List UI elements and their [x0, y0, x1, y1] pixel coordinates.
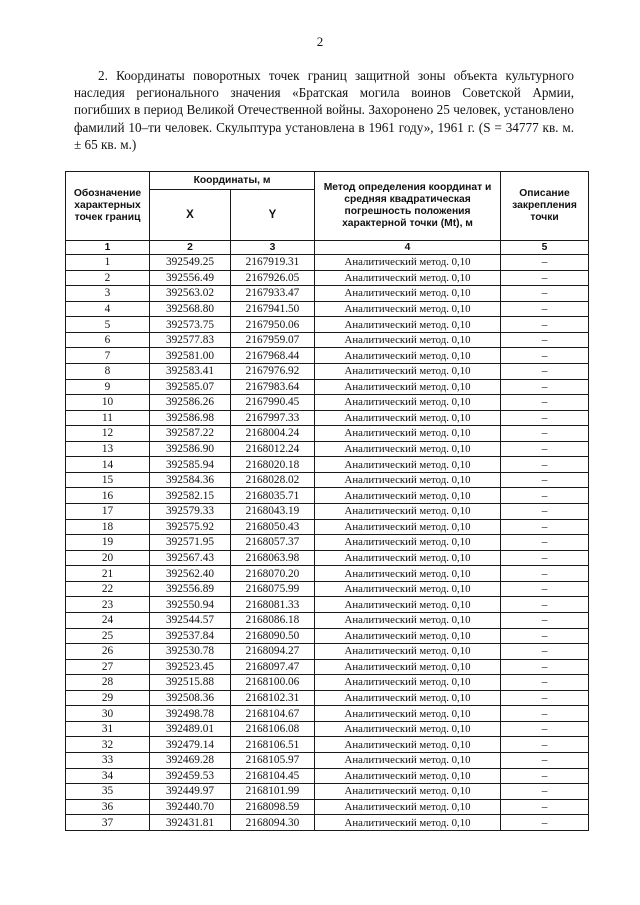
method-cell: Аналитический метод. 0,10	[315, 457, 501, 473]
header-x: X	[150, 190, 231, 241]
header-coordinates: Координаты, м	[150, 172, 315, 190]
method-cell: Аналитический метод. 0,10	[315, 332, 501, 348]
point-number-cell: 18	[66, 519, 150, 535]
column-number: 1	[66, 241, 150, 255]
y-coordinate-cell: 2167941.50	[231, 301, 315, 317]
y-coordinate-cell: 2168028.02	[231, 472, 315, 488]
point-number-cell: 12	[66, 426, 150, 442]
table-row	[66, 768, 589, 784]
description-cell: –	[501, 675, 589, 691]
y-coordinate-cell: 2168050.43	[231, 519, 315, 535]
method-cell: Аналитический метод. 0,10	[315, 348, 501, 364]
y-coordinate-cell: 2167983.64	[231, 379, 315, 395]
column-number: 2	[150, 241, 231, 255]
point-number-cell: 9	[66, 379, 150, 395]
point-number-cell: 28	[66, 675, 150, 691]
description-cell: –	[501, 535, 589, 551]
x-coordinate-cell: 392550.94	[150, 597, 231, 613]
x-coordinate-cell: 392523.45	[150, 659, 231, 675]
point-number-cell: 13	[66, 441, 150, 457]
table-row	[66, 504, 589, 520]
table-row	[66, 784, 589, 800]
method-cell: Аналитический метод. 0,10	[315, 519, 501, 535]
table-row	[66, 488, 589, 504]
point-number-cell: 15	[66, 472, 150, 488]
description-cell: –	[501, 410, 589, 426]
y-coordinate-cell: 2167919.31	[231, 255, 315, 271]
table-row	[66, 472, 589, 488]
x-coordinate-cell: 392440.70	[150, 799, 231, 815]
point-number-cell: 24	[66, 612, 150, 628]
description-cell: –	[501, 301, 589, 317]
method-cell: Аналитический метод. 0,10	[315, 472, 501, 488]
header-method: Метод определения координат и средняя квадратическая погрешность положения характерной точки (Mt), м	[315, 172, 501, 241]
table-row	[66, 317, 589, 333]
table-row	[66, 566, 589, 582]
x-coordinate-cell: 392586.26	[150, 395, 231, 411]
y-coordinate-cell: 2167990.45	[231, 395, 315, 411]
method-cell: Аналитический метод. 0,10	[315, 286, 501, 302]
x-coordinate-cell: 392556.89	[150, 581, 231, 597]
description-cell: –	[501, 659, 589, 675]
x-coordinate-cell: 392489.01	[150, 721, 231, 737]
y-coordinate-cell: 2168063.98	[231, 550, 315, 566]
method-cell: Аналитический метод. 0,10	[315, 784, 501, 800]
description-cell: –	[501, 581, 589, 597]
y-coordinate-cell: 2168081.33	[231, 597, 315, 613]
method-cell: Аналитический метод. 0,10	[315, 566, 501, 582]
description-cell: –	[501, 441, 589, 457]
table-row	[66, 737, 589, 753]
point-number-cell: 2	[66, 270, 150, 286]
method-cell: Аналитический метод. 0,10	[315, 799, 501, 815]
method-cell: Аналитический метод. 0,10	[315, 410, 501, 426]
description-cell: –	[501, 317, 589, 333]
x-coordinate-cell: 392449.97	[150, 784, 231, 800]
method-cell: Аналитический метод. 0,10	[315, 675, 501, 691]
method-cell: Аналитический метод. 0,10	[315, 721, 501, 737]
description-cell: –	[501, 706, 589, 722]
point-number-cell: 37	[66, 815, 150, 831]
y-coordinate-cell: 2168012.24	[231, 441, 315, 457]
point-number-cell: 7	[66, 348, 150, 364]
y-coordinate-cell: 2168104.67	[231, 706, 315, 722]
table-row	[66, 441, 589, 457]
y-coordinate-cell: 2168057.37	[231, 535, 315, 551]
x-coordinate-cell: 392584.36	[150, 472, 231, 488]
point-number-cell: 33	[66, 753, 150, 769]
x-coordinate-cell: 392568.80	[150, 301, 231, 317]
description-cell: –	[501, 395, 589, 411]
method-cell: Аналитический метод. 0,10	[315, 737, 501, 753]
description-cell: –	[501, 721, 589, 737]
y-coordinate-cell: 2168106.08	[231, 721, 315, 737]
description-cell: –	[501, 270, 589, 286]
description-cell: –	[501, 784, 589, 800]
point-number-cell: 30	[66, 706, 150, 722]
method-cell: Аналитический метод. 0,10	[315, 317, 501, 333]
point-number-cell: 26	[66, 644, 150, 660]
x-coordinate-cell: 392586.90	[150, 441, 231, 457]
x-coordinate-cell: 392459.53	[150, 768, 231, 784]
method-cell: Аналитический метод. 0,10	[315, 363, 501, 379]
description-cell: –	[501, 488, 589, 504]
table-row	[66, 659, 589, 675]
point-number-cell: 29	[66, 690, 150, 706]
point-number-cell: 36	[66, 799, 150, 815]
method-cell: Аналитический метод. 0,10	[315, 753, 501, 769]
x-coordinate-cell: 392431.81	[150, 815, 231, 831]
y-coordinate-cell: 2168106.51	[231, 737, 315, 753]
y-coordinate-cell: 2168097.47	[231, 659, 315, 675]
table-row	[66, 395, 589, 411]
x-coordinate-cell: 392544.57	[150, 612, 231, 628]
description-cell: –	[501, 457, 589, 473]
y-coordinate-cell: 2167976.92	[231, 363, 315, 379]
method-cell: Аналитический метод. 0,10	[315, 301, 501, 317]
y-coordinate-cell: 2168101.99	[231, 784, 315, 800]
x-coordinate-cell: 392549.25	[150, 255, 231, 271]
y-coordinate-cell: 2168104.45	[231, 768, 315, 784]
description-cell: –	[501, 566, 589, 582]
x-coordinate-cell: 392583.41	[150, 363, 231, 379]
x-coordinate-cell: 392581.00	[150, 348, 231, 364]
description-cell: –	[501, 332, 589, 348]
point-number-cell: 11	[66, 410, 150, 426]
x-coordinate-cell: 392575.92	[150, 519, 231, 535]
point-number-cell: 25	[66, 628, 150, 644]
point-number-cell: 14	[66, 457, 150, 473]
table-row	[66, 286, 589, 302]
table-body	[66, 255, 589, 831]
x-coordinate-cell: 392585.07	[150, 379, 231, 395]
y-coordinate-cell: 2168070.20	[231, 566, 315, 582]
column-number: 5	[501, 241, 589, 255]
table-row	[66, 535, 589, 551]
x-coordinate-cell: 392563.02	[150, 286, 231, 302]
method-cell: Аналитический метод. 0,10	[315, 768, 501, 784]
table-row	[66, 581, 589, 597]
method-cell: Аналитический метод. 0,10	[315, 379, 501, 395]
method-cell: Аналитический метод. 0,10	[315, 504, 501, 520]
table-row	[66, 255, 589, 271]
table-header-row	[66, 172, 589, 190]
y-coordinate-cell: 2168086.18	[231, 612, 315, 628]
description-cell: –	[501, 768, 589, 784]
method-cell: Аналитический метод. 0,10	[315, 550, 501, 566]
table-row	[66, 410, 589, 426]
x-coordinate-cell: 392562.40	[150, 566, 231, 582]
table-row	[66, 301, 589, 317]
description-cell: –	[501, 799, 589, 815]
x-coordinate-cell: 392571.95	[150, 535, 231, 551]
method-cell: Аналитический метод. 0,10	[315, 644, 501, 660]
x-coordinate-cell: 392579.33	[150, 504, 231, 520]
table-row	[66, 270, 589, 286]
point-number-cell: 32	[66, 737, 150, 753]
description-cell: –	[501, 737, 589, 753]
x-coordinate-cell: 392577.83	[150, 332, 231, 348]
column-number-row	[66, 241, 589, 255]
description-cell: –	[501, 644, 589, 660]
point-number-cell: 17	[66, 504, 150, 520]
description-cell: –	[501, 286, 589, 302]
x-coordinate-cell: 392587.22	[150, 426, 231, 442]
table-row	[66, 721, 589, 737]
y-coordinate-cell: 2168020.18	[231, 457, 315, 473]
x-coordinate-cell: 392469.28	[150, 753, 231, 769]
description-cell: –	[501, 348, 589, 364]
point-number-cell: 3	[66, 286, 150, 302]
table-row	[66, 612, 589, 628]
y-coordinate-cell: 2168094.30	[231, 815, 315, 831]
y-coordinate-cell: 2168075.99	[231, 581, 315, 597]
header-designation: Обозначение характерных точек границ	[66, 172, 150, 241]
table-row	[66, 815, 589, 831]
x-coordinate-cell: 392479.14	[150, 737, 231, 753]
x-coordinate-cell: 392515.88	[150, 675, 231, 691]
description-cell: –	[501, 379, 589, 395]
method-cell: Аналитический метод. 0,10	[315, 659, 501, 675]
table-row	[66, 379, 589, 395]
table-row	[66, 550, 589, 566]
y-coordinate-cell: 2168098.59	[231, 799, 315, 815]
x-coordinate-cell: 392498.78	[150, 706, 231, 722]
description-cell: –	[501, 504, 589, 520]
method-cell: Аналитический метод. 0,10	[315, 815, 501, 831]
intro-text: 2. Координаты поворотных точек границ защитной зоны объекта культурного наследия регионального значения «Братская могила воинов Советской Армии, погибших в период Великой Отечественной войны. Захоронено 25 человек, установлено фамилий 10–ти человек. Скульптура установлена в 1961 году», 1961 г. (S = 34777 кв. м. ± 65 кв. м.)	[74, 68, 574, 152]
header-description: Описание закрепления точки	[501, 172, 589, 241]
point-number-cell: 16	[66, 488, 150, 504]
coordinates-table	[65, 171, 589, 831]
description-cell: –	[501, 255, 589, 271]
point-number-cell: 31	[66, 721, 150, 737]
description-cell: –	[501, 550, 589, 566]
column-number: 4	[315, 241, 501, 255]
method-cell: Аналитический метод. 0,10	[315, 535, 501, 551]
description-cell: –	[501, 690, 589, 706]
y-coordinate-cell: 2168090.50	[231, 628, 315, 644]
x-coordinate-cell: 392585.94	[150, 457, 231, 473]
table-row	[66, 675, 589, 691]
description-cell: –	[501, 519, 589, 535]
method-cell: Аналитический метод. 0,10	[315, 628, 501, 644]
description-cell: –	[501, 753, 589, 769]
table-row	[66, 332, 589, 348]
table-row	[66, 799, 589, 815]
description-cell: –	[501, 426, 589, 442]
y-coordinate-cell: 2167968.44	[231, 348, 315, 364]
description-cell: –	[501, 612, 589, 628]
y-coordinate-cell: 2167997.33	[231, 410, 315, 426]
table-row	[66, 597, 589, 613]
method-cell: Аналитический метод. 0,10	[315, 690, 501, 706]
description-cell: –	[501, 597, 589, 613]
table-row	[66, 644, 589, 660]
x-coordinate-cell: 392508.36	[150, 690, 231, 706]
table-row	[66, 426, 589, 442]
x-coordinate-cell: 392573.75	[150, 317, 231, 333]
table-row	[66, 363, 589, 379]
column-number: 3	[231, 241, 315, 255]
point-number-cell: 8	[66, 363, 150, 379]
description-cell: –	[501, 363, 589, 379]
x-coordinate-cell: 392530.78	[150, 644, 231, 660]
y-coordinate-cell: 2167926.05	[231, 270, 315, 286]
point-number-cell: 27	[66, 659, 150, 675]
point-number-cell: 4	[66, 301, 150, 317]
table-row	[66, 753, 589, 769]
y-coordinate-cell: 2168035.71	[231, 488, 315, 504]
method-cell: Аналитический метод. 0,10	[315, 441, 501, 457]
y-coordinate-cell: 2168100.06	[231, 675, 315, 691]
y-coordinate-cell: 2168094.27	[231, 644, 315, 660]
method-cell: Аналитический метод. 0,10	[315, 706, 501, 722]
x-coordinate-cell: 392586.98	[150, 410, 231, 426]
point-number-cell: 35	[66, 784, 150, 800]
x-coordinate-cell: 392582.15	[150, 488, 231, 504]
point-number-cell: 34	[66, 768, 150, 784]
point-number-cell: 6	[66, 332, 150, 348]
method-cell: Аналитический метод. 0,10	[315, 581, 501, 597]
method-cell: Аналитический метод. 0,10	[315, 426, 501, 442]
header-y: Y	[231, 190, 315, 241]
y-coordinate-cell: 2168004.24	[231, 426, 315, 442]
y-coordinate-cell: 2168043.19	[231, 504, 315, 520]
y-coordinate-cell: 2167933.47	[231, 286, 315, 302]
method-cell: Аналитический метод. 0,10	[315, 612, 501, 628]
table-row	[66, 519, 589, 535]
point-number-cell: 20	[66, 550, 150, 566]
point-number-cell: 1	[66, 255, 150, 271]
point-number-cell: 23	[66, 597, 150, 613]
x-coordinate-cell: 392556.49	[150, 270, 231, 286]
method-cell: Аналитический метод. 0,10	[315, 255, 501, 271]
table-row	[66, 348, 589, 364]
method-cell: Аналитический метод. 0,10	[315, 597, 501, 613]
point-number-cell: 5	[66, 317, 150, 333]
x-coordinate-cell: 392537.84	[150, 628, 231, 644]
x-coordinate-cell: 392567.43	[150, 550, 231, 566]
y-coordinate-cell: 2167950.06	[231, 317, 315, 333]
y-coordinate-cell: 2168105.97	[231, 753, 315, 769]
table-row	[66, 706, 589, 722]
method-cell: Аналитический метод. 0,10	[315, 270, 501, 286]
description-cell: –	[501, 628, 589, 644]
point-number-cell: 21	[66, 566, 150, 582]
intro-paragraph	[74, 67, 574, 153]
description-cell: –	[501, 815, 589, 831]
method-cell: Аналитический метод. 0,10	[315, 395, 501, 411]
description-cell: –	[501, 472, 589, 488]
y-coordinate-cell: 2167959.07	[231, 332, 315, 348]
table-row	[66, 457, 589, 473]
page-number: 2	[316, 34, 324, 49]
table-row	[66, 628, 589, 644]
table-row	[66, 690, 589, 706]
point-number-cell: 22	[66, 581, 150, 597]
method-cell: Аналитический метод. 0,10	[315, 488, 501, 504]
point-number-cell: 10	[66, 395, 150, 411]
y-coordinate-cell: 2168102.31	[231, 690, 315, 706]
point-number-cell: 19	[66, 535, 150, 551]
